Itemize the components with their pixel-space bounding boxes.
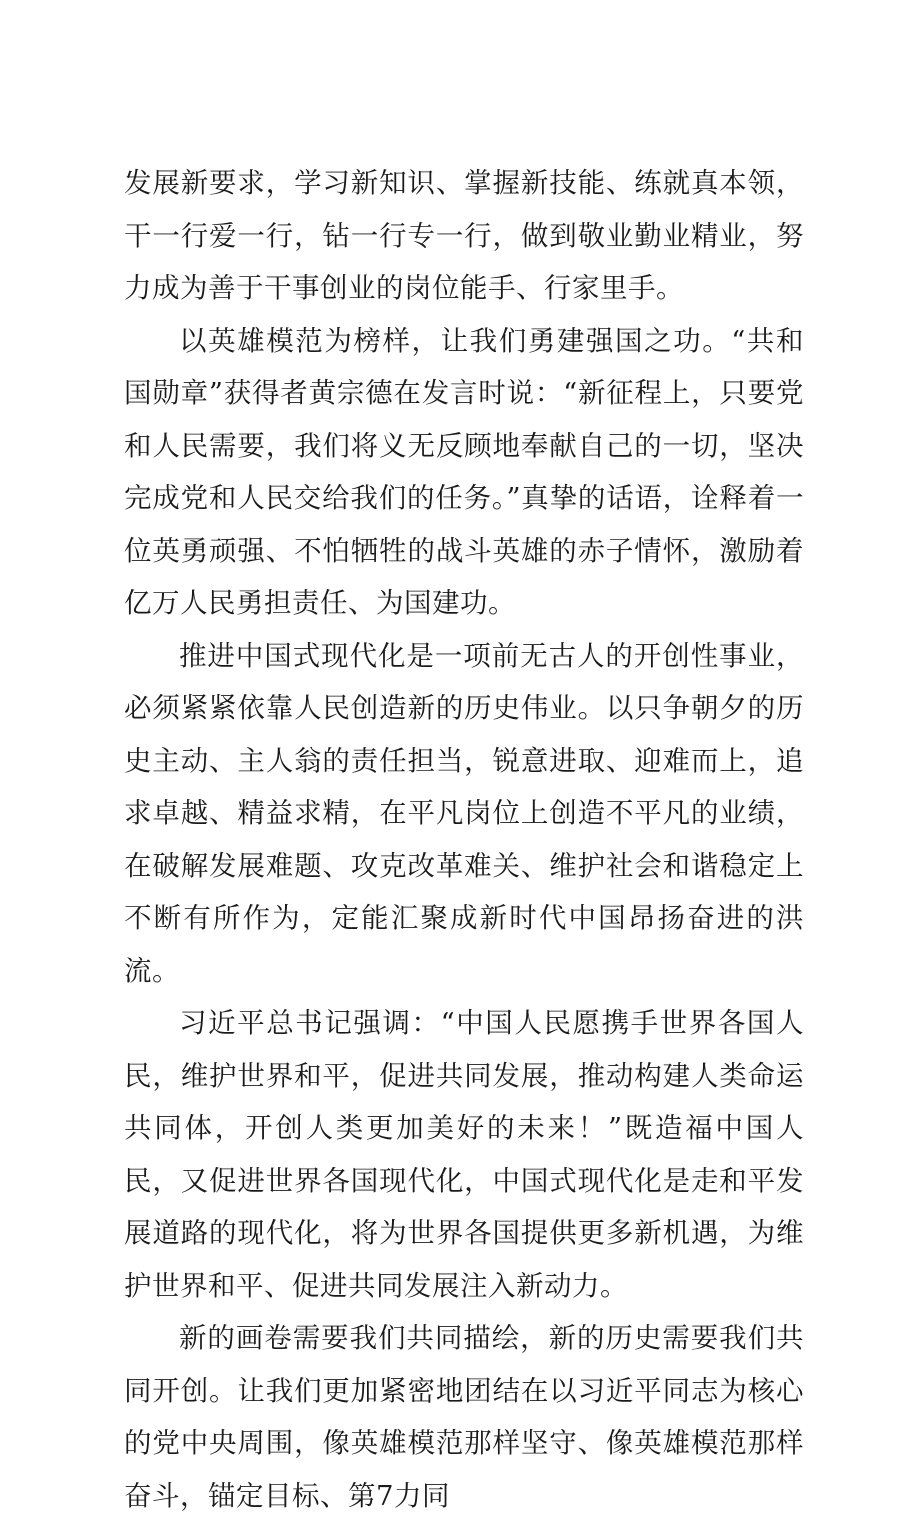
paragraph-modernization: 推进中国式现代化是一项前无古人的开创性事业，必须紧紧依靠人民创造新的历史伟业。以只争朝夕的历史主动、主人翁的责任担当，锐意进取、迎难而上，追求卓越、精益求精，在平凡岗位上创造不平凡的业绩，在破解发展难题、攻克改革难关、维护社会和谐稳定上不断有所作为，定能汇聚成新时代中国昂扬奋进的洪流。 [124, 639, 804, 987]
document-body [124, 157, 804, 1522]
paragraph-closing: 新的画卷需要我们共同描绘，新的历史需要我们共同开创。让我们更加紧密地团结在以习近平同志为核心的党中央周围，像英雄模范那样坚守、像英雄模范那样奋斗，锚定目标、第7力同 [124, 1322, 804, 1512]
paragraph-hero-example: 以英雄模范为榜样，让我们勇建强国之功。“共和国勋章”获得者黄宗德在发言时说：“新征程上，只要党和人民需要，我们将义无反顾地奉献自己的一切，坚决完成党和人民交给我们的任务。”真挚的话语，诠释着一位英勇顽强、不怕牺牲的战斗英雄的赤子情怀，激励着亿万人民勇担责任、为国建功。 [124, 324, 804, 619]
paragraph-continuation: 发展新要求，学习新知识、掌握新技能、练就真本领，干一行爱一行，钻一行专一行，做到敬业勤业精业，努力成为善于干事创业的岗位能手、行家里手。 [124, 167, 804, 304]
paragraph-quote: 习近平总书记强调：“中国人民愿携手世界各国人民，维护世界和平，促进共同发展，推动构建人类命运共同体，开创人类更加美好的未来！”既造福中国人民，又促进世界各国现代化，中国式现代化是走和平发展道路的现代化，将为世界各国提供更多新机遇，为维护世界和平、促进共同发展注入新动力。 [124, 1007, 804, 1302]
